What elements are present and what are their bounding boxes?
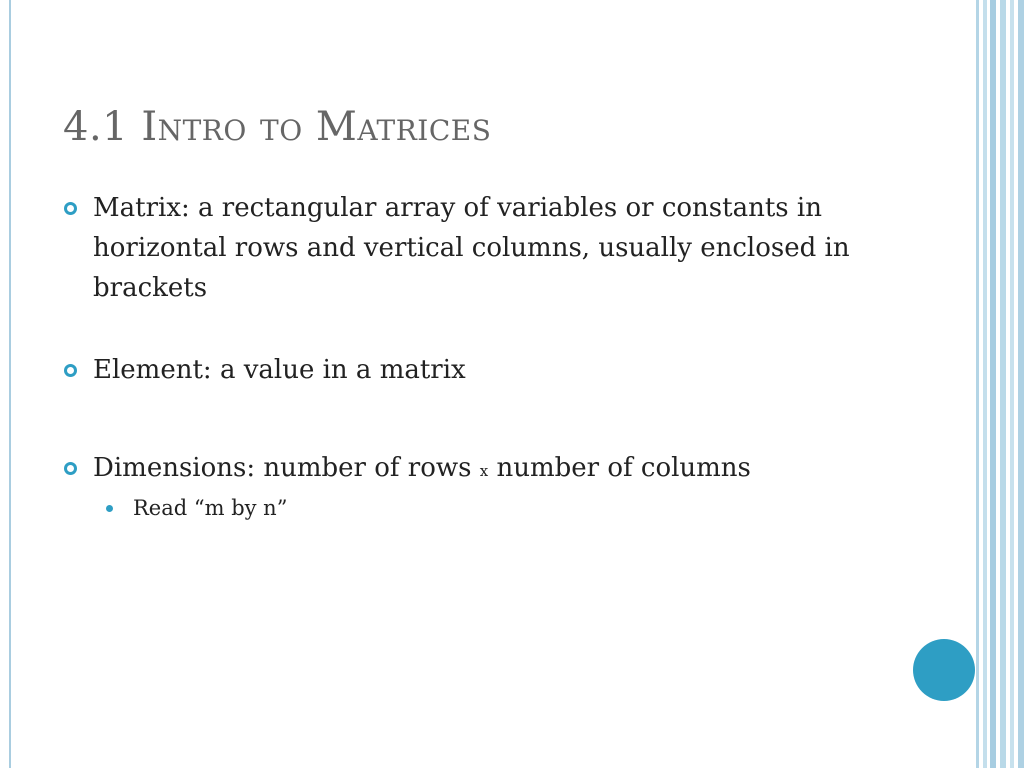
ring-bullet-icon: [64, 364, 77, 377]
sub-bullet-read-m-by-n: [133, 493, 922, 523]
right-stripe: [1018, 0, 1024, 768]
right-stripe: [1000, 0, 1006, 768]
right-stripe: [976, 0, 979, 768]
right-stripe: [1010, 0, 1014, 768]
ring-bullet-icon: [64, 462, 77, 475]
bullet-dimensions: [62, 448, 922, 491]
bullet-text-before: Dimensions: number of rows: [93, 453, 480, 483]
bullet-matrix: [62, 188, 922, 308]
bullet-text: Matrix: a rectangular array of variables or constants in horizontal rows and vertical columns, usually enclosed in brackets: [93, 193, 850, 303]
dot-bullet-icon: [106, 505, 113, 512]
ring-bullet-icon: [64, 202, 77, 215]
accent-circle: [913, 639, 975, 701]
times-x: x: [479, 462, 489, 480]
right-stripe: [990, 0, 996, 768]
slide-title: 4.1 Intro to Matrices: [63, 104, 492, 150]
bullet-text: Element: a value in a matrix: [93, 355, 466, 385]
sub-bullet-text: Read “m by n”: [133, 496, 288, 520]
bullet-element: [62, 350, 922, 390]
bullet-text-after: number of columns: [488, 453, 751, 483]
right-stripe: [983, 0, 987, 768]
left-frame-line: [9, 0, 11, 768]
slide-content: [62, 188, 922, 523]
